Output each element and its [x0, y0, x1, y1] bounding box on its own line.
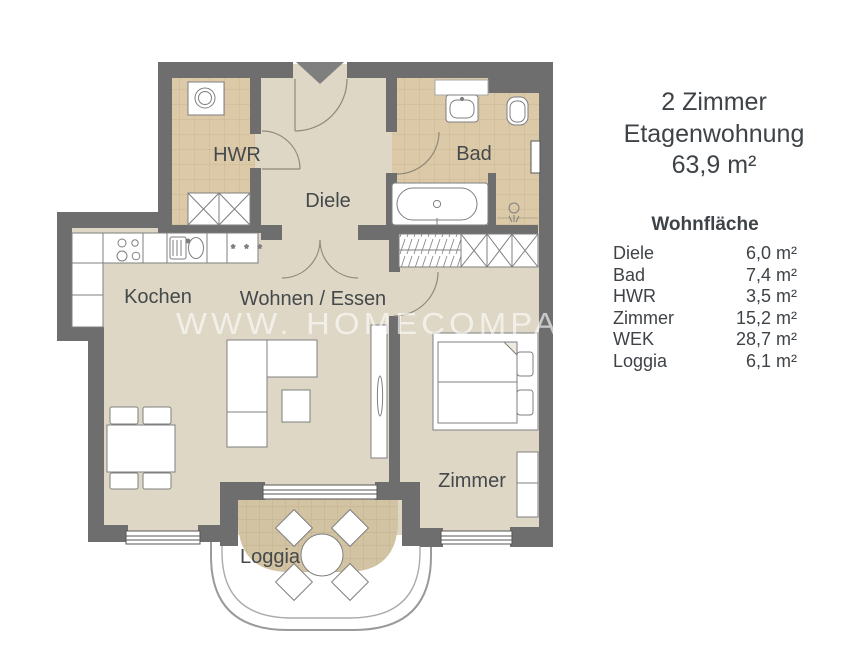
- wall-segment: [375, 482, 420, 500]
- hwr-cabinet: [188, 193, 250, 225]
- legend-value: 28,7 m²: [735, 329, 797, 350]
- wardrobe-cabinet: [461, 234, 538, 267]
- legend-row: [613, 286, 797, 308]
- legend-row: [613, 329, 797, 351]
- wall-segment: [158, 62, 172, 232]
- window-zimmer: [441, 531, 512, 544]
- legend-label: Zimmer: [613, 307, 674, 328]
- washing-machine: [188, 82, 224, 115]
- title-line: 63,9 m²: [671, 151, 757, 179]
- wall-segment: [510, 527, 553, 547]
- double-bed: [433, 333, 538, 430]
- room-label-zimmer: Zimmer: [438, 470, 506, 492]
- wall-segment: [389, 228, 400, 272]
- legend-label: Bad: [613, 264, 646, 285]
- legend-value: 3,5 m²: [745, 286, 797, 307]
- french-window-loggia: [263, 485, 377, 499]
- wall-segment: [539, 62, 553, 547]
- washbasin: [446, 95, 478, 122]
- window-living: [126, 531, 200, 544]
- radiator-bad: [531, 141, 540, 173]
- legend-label: Loggia: [613, 350, 668, 371]
- wall-segment: [88, 327, 104, 542]
- legend-value: 15,2 m²: [735, 307, 797, 328]
- floor-diele: [253, 64, 400, 240]
- tv-board: [371, 325, 387, 458]
- legend-header: Wohnfläche: [651, 214, 759, 235]
- legend-row: [613, 265, 797, 287]
- wall-segment: [420, 528, 443, 547]
- title-line: Etagenwohnung: [623, 119, 805, 148]
- legend-row: [613, 243, 797, 265]
- bath-shelf: [435, 80, 488, 95]
- watermark: WWW. HOMECOMPA: [176, 306, 560, 341]
- wall-segment: [220, 482, 265, 500]
- title-line: 2 Zimmer: [661, 88, 767, 116]
- dresser: [517, 452, 538, 517]
- legend-label: HWR: [613, 286, 656, 307]
- wall-segment: [250, 168, 261, 232]
- area-legend: [613, 243, 797, 373]
- room-label-hwr: HWR: [213, 144, 261, 166]
- legend-value: 6,0 m²: [745, 243, 797, 263]
- room-label-bad: Bad: [456, 143, 492, 165]
- room-label-wohnen-essen: Wohnen / Essen: [239, 288, 387, 310]
- loggia-table: [301, 534, 343, 576]
- side-table: [282, 390, 310, 422]
- wall-segment: [158, 225, 261, 233]
- toilet: [507, 97, 528, 125]
- wall-segment: [57, 212, 172, 228]
- wall-segment: [158, 62, 293, 78]
- wall-segment: [88, 525, 128, 542]
- wall-segment: [220, 500, 238, 546]
- legend-label: WEK: [613, 329, 655, 350]
- legend-row: [613, 308, 797, 330]
- legend-row: [613, 351, 797, 373]
- room-label-kochen: Kochen: [124, 286, 192, 308]
- room-label-loggia: Loggia: [239, 546, 301, 568]
- legend-label: Diele: [613, 243, 655, 263]
- wall-segment: [402, 500, 420, 546]
- wall-segment: [488, 173, 496, 225]
- wall-segment: [347, 62, 553, 78]
- legend-value: 6,1 m²: [745, 350, 797, 371]
- wall-segment: [250, 74, 261, 134]
- wall-segment: [57, 212, 72, 341]
- room-label-diele: Diele: [305, 190, 351, 212]
- bathtub: [392, 183, 488, 225]
- dishwasher-symbol: * * *: [231, 243, 265, 255]
- apartment-title: [594, 87, 834, 182]
- wardrobe-hanging: [399, 234, 461, 267]
- wall-segment: [261, 225, 282, 240]
- legend-value: 7,4 m²: [745, 264, 797, 285]
- wall-segment: [386, 74, 397, 132]
